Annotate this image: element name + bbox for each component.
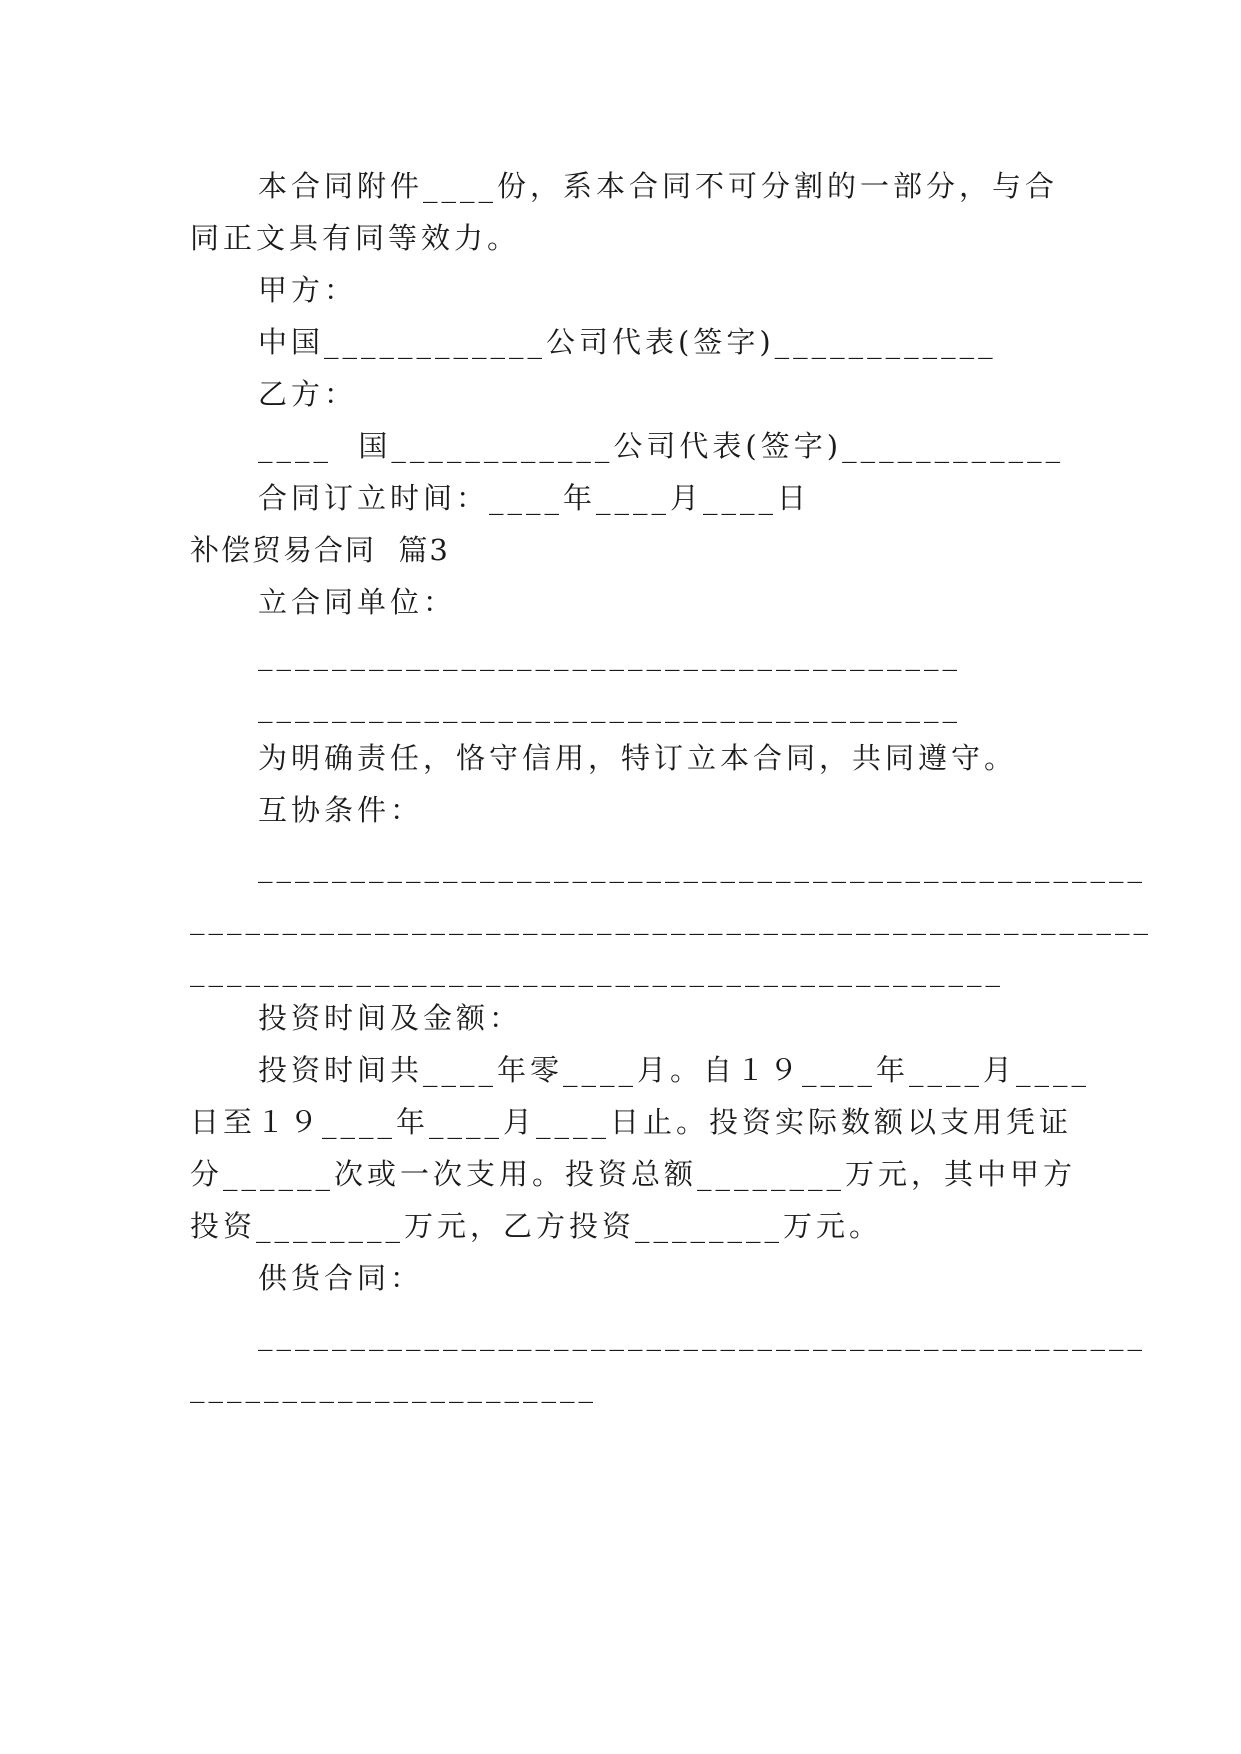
investment-label: 投资时间及金额： [258, 1001, 523, 1035]
contract-date-line: 合同订立时间：____年____月____日 [258, 481, 811, 515]
supply-contract-blank-2: ______________________ [190, 1369, 597, 1403]
contracting-unit-blank-2: ______________________________________ [258, 689, 961, 723]
investment-clause-line-4: 投资________万元，乙方投资________万元。 [190, 1209, 883, 1243]
party-a-label: 甲方： [258, 273, 358, 307]
supply-contract-blank-1: ________________________________________________ [258, 1317, 1146, 1351]
party-b-label: 乙方： [258, 377, 358, 411]
investment-clause-line-1: 投资时间共____年零____月。自１９____年____月____ [258, 1053, 1091, 1087]
contracting-units-label: 立合同单位： [258, 585, 457, 619]
annex-clause-line-1: 本合同附件____份，系本合同不可分割的一部分，与合 [258, 169, 1059, 203]
mutual-conditions-label: 互协条件： [258, 793, 424, 827]
mutual-conditions-blank-3: ____________________________________________ [190, 953, 1004, 987]
mutual-conditions-blank-2: ____________________________________________________ [190, 901, 1152, 935]
investment-clause-line-3: 分______次或一次支用。投资总额________万元，其中甲方 [190, 1157, 1077, 1191]
purpose-statement: 为明确责任，恪守信用，特订立本合同，共同遵守。 [258, 741, 1018, 775]
contracting-unit-blank-1: ______________________________________ [258, 637, 961, 671]
supply-contract-label: 供货合同： [258, 1261, 424, 1295]
section-heading: 补偿贸易合同 篇3 [190, 533, 450, 567]
party-b-signature-line: ____ 国____________公司代表(签字)____________ [258, 429, 1065, 463]
investment-clause-line-2: 日至１９____年____月____日止。投资实际数额以支用凭证 [190, 1105, 1073, 1139]
party-a-signature-line: 中国____________公司代表(签字)____________ [258, 325, 997, 359]
mutual-conditions-blank-1: ________________________________________________ [258, 849, 1146, 883]
annex-clause-line-2: 同正文具有同等效力。 [190, 221, 521, 255]
